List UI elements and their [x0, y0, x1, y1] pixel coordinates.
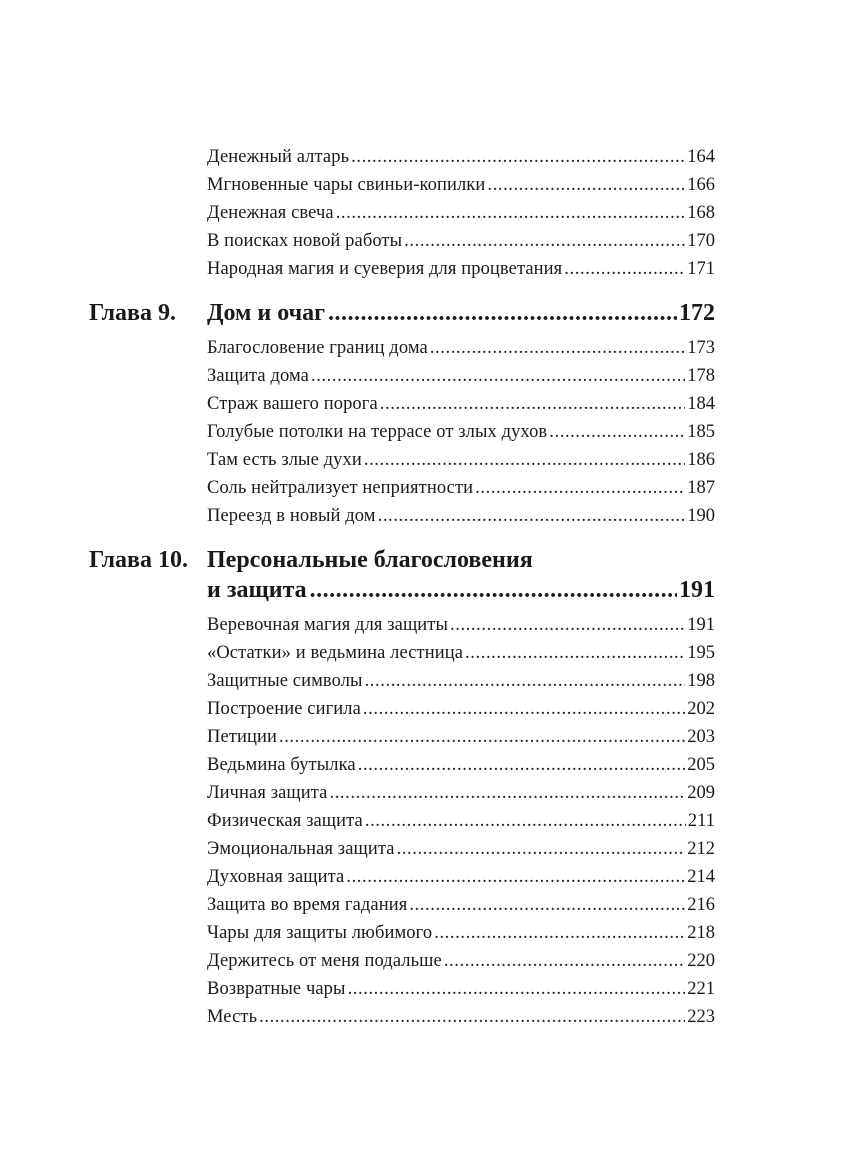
toc-entry-title: Физическая защита: [207, 811, 363, 831]
dot-leader: [549, 418, 685, 446]
dot-leader: [487, 171, 685, 199]
toc-entry[interactable]: [207, 975, 715, 1003]
toc-entry-page: 212: [687, 839, 715, 859]
chapter-title-line-1: Персональные благословения: [207, 547, 533, 573]
toc-entry-page: 173: [687, 338, 715, 358]
toc-entry[interactable]: [207, 919, 715, 947]
toc-entry-title: Соль нейтрализует неприятности: [207, 478, 474, 498]
toc-entry-page: 211: [687, 811, 715, 831]
toc-entry[interactable]: [207, 1003, 715, 1031]
toc-entry-page: 190: [687, 506, 715, 526]
dot-leader: [378, 502, 686, 530]
toc-entry-page: 164: [687, 147, 715, 167]
toc-entry-page: 203: [687, 727, 715, 747]
toc-entry-page: 195: [687, 643, 715, 663]
dot-leader: [279, 723, 685, 751]
dot-leader: [346, 863, 685, 891]
dot-leader: [434, 919, 685, 947]
dot-leader: [444, 947, 685, 975]
toc-entry-title: Защита дома: [207, 366, 309, 386]
toc-entry[interactable]: [207, 390, 715, 418]
toc-entry-page: 220: [687, 951, 715, 971]
toc-entry-page: 218: [687, 923, 715, 943]
chapter-page: 191: [679, 577, 715, 603]
dot-leader: [363, 695, 685, 723]
toc-entry-title: Переезд в новый дом: [207, 506, 376, 526]
toc-entry[interactable]: [207, 723, 715, 751]
chapter-page: 172: [679, 300, 715, 326]
toc-entry[interactable]: [207, 947, 715, 975]
toc-entry[interactable]: [207, 446, 715, 474]
toc-entry-title: Народная магия и суеверия для процветания: [207, 259, 563, 279]
toc-entry-page: 170: [687, 231, 715, 251]
toc-group-previous: [0, 143, 845, 283]
toc-entry-page: 202: [687, 699, 715, 719]
toc-entry[interactable]: [207, 779, 715, 807]
dot-leader: [310, 573, 677, 607]
toc-entry-title: Эмоциональная защита: [207, 839, 395, 859]
dot-leader: [475, 474, 685, 502]
chapter-heading-10[interactable]: [0, 543, 845, 607]
toc-entry-page: 186: [687, 450, 715, 470]
toc-entry[interactable]: [207, 143, 715, 171]
dot-leader: [365, 667, 686, 695]
dot-leader: [351, 143, 685, 171]
chapter-label: Глава 10.: [89, 547, 188, 573]
toc-entry-title: Чары для защиты любимого: [207, 923, 433, 943]
chapter-title: Дом и очаг: [207, 300, 326, 326]
toc-entry-title: Духовная защита: [207, 867, 345, 887]
toc-entry-title: Благословение границ дома: [207, 338, 428, 358]
toc-entry[interactable]: [207, 255, 715, 283]
toc-entry-page: 168: [687, 203, 715, 223]
toc-entry-title: Возвратные чары: [207, 979, 346, 999]
toc-entry[interactable]: [207, 474, 715, 502]
toc-entry-title: Построение сигила: [207, 699, 361, 719]
dot-leader: [328, 296, 677, 330]
dot-leader: [329, 779, 685, 807]
toc-entry-page: 187: [687, 478, 715, 498]
toc-entry-title: В поисках новой работы: [207, 231, 403, 251]
chapter-label: Глава 9.: [89, 300, 176, 326]
toc-entry[interactable]: [207, 418, 715, 446]
chapter-title-row: [207, 573, 715, 607]
dot-leader: [311, 362, 685, 390]
toc-entry-page: 166: [687, 175, 715, 195]
toc-entry-page: 214: [687, 867, 715, 887]
dot-leader: [465, 639, 685, 667]
toc-entry-title: Месть: [207, 1007, 258, 1027]
dot-leader: [404, 227, 685, 255]
dot-leader: [365, 807, 686, 835]
toc-entry-title: Голубые потолки на террасе от злых духов: [207, 422, 548, 442]
toc-entry[interactable]: [207, 362, 715, 390]
dot-leader: [430, 334, 685, 362]
chapter-title-line-2: и защита: [207, 577, 307, 603]
toc-entry-page: 209: [687, 783, 715, 803]
toc-entry[interactable]: [207, 751, 715, 779]
toc-entry[interactable]: [207, 171, 715, 199]
toc-entry-title: Держитесь от меня подальше: [207, 951, 442, 971]
chapter-heading-9[interactable]: [0, 296, 845, 330]
toc-entry-title: Страж вашего порога: [207, 394, 378, 414]
toc-entry[interactable]: [207, 334, 715, 362]
toc-entry-page: 205: [687, 755, 715, 775]
toc-entry-title: Личная защита: [207, 783, 328, 803]
toc-entry-title: Там есть злые духи: [207, 450, 362, 470]
toc-entry[interactable]: [207, 667, 715, 695]
dot-leader: [450, 611, 685, 639]
toc-entry[interactable]: [207, 695, 715, 723]
dot-leader: [358, 751, 686, 779]
toc-entry[interactable]: [207, 611, 715, 639]
toc-entry-title: Веревочная магия для защиты: [207, 615, 449, 635]
toc-entry-page: 178: [687, 366, 715, 386]
dot-leader: [336, 199, 686, 227]
toc-entry-page: 198: [687, 671, 715, 691]
toc-group-chapter-9: [0, 334, 845, 530]
toc-entry[interactable]: [207, 891, 715, 919]
dot-leader: [564, 255, 685, 283]
toc-entry[interactable]: [207, 807, 715, 835]
dot-leader: [409, 891, 685, 919]
toc-entry-page: 216: [687, 895, 715, 915]
dot-leader: [380, 390, 685, 418]
toc-entry[interactable]: [207, 863, 715, 891]
table-of-contents: [0, 143, 845, 1031]
toc-entry-page: 223: [687, 1007, 715, 1027]
toc-entry[interactable]: [207, 227, 715, 255]
toc-entry[interactable]: [207, 835, 715, 863]
dot-leader: [397, 835, 686, 863]
toc-entry[interactable]: [207, 199, 715, 227]
toc-entry-page: 184: [687, 394, 715, 414]
toc-entry[interactable]: [207, 639, 715, 667]
toc-entry-title: Защита во время гадания: [207, 895, 408, 915]
chapter-title-row: [207, 296, 715, 330]
toc-entry-page: 221: [687, 979, 715, 999]
toc-entry-title: Мгновенные чары свиньи-копилки: [207, 175, 486, 195]
toc-entry-title: Денежный алтарь: [207, 147, 350, 167]
toc-entry-title: Ведьмина бутылка: [207, 755, 356, 775]
toc-entry-page: 171: [687, 259, 715, 279]
dot-leader: [259, 1003, 685, 1031]
toc-entry-page: 191: [687, 615, 715, 635]
toc-entry-title: «Остатки» и ведьмина лестница: [207, 643, 464, 663]
dot-leader: [348, 975, 686, 1003]
toc-entry-page: 185: [687, 422, 715, 442]
toc-entry-title: Денежная свеча: [207, 203, 334, 223]
toc-group-chapter-10: [0, 611, 845, 1031]
dot-leader: [364, 446, 685, 474]
toc-entry-title: Защитные символы: [207, 671, 363, 691]
toc-entry[interactable]: [207, 502, 715, 530]
toc-entry-title: Петиции: [207, 727, 277, 747]
